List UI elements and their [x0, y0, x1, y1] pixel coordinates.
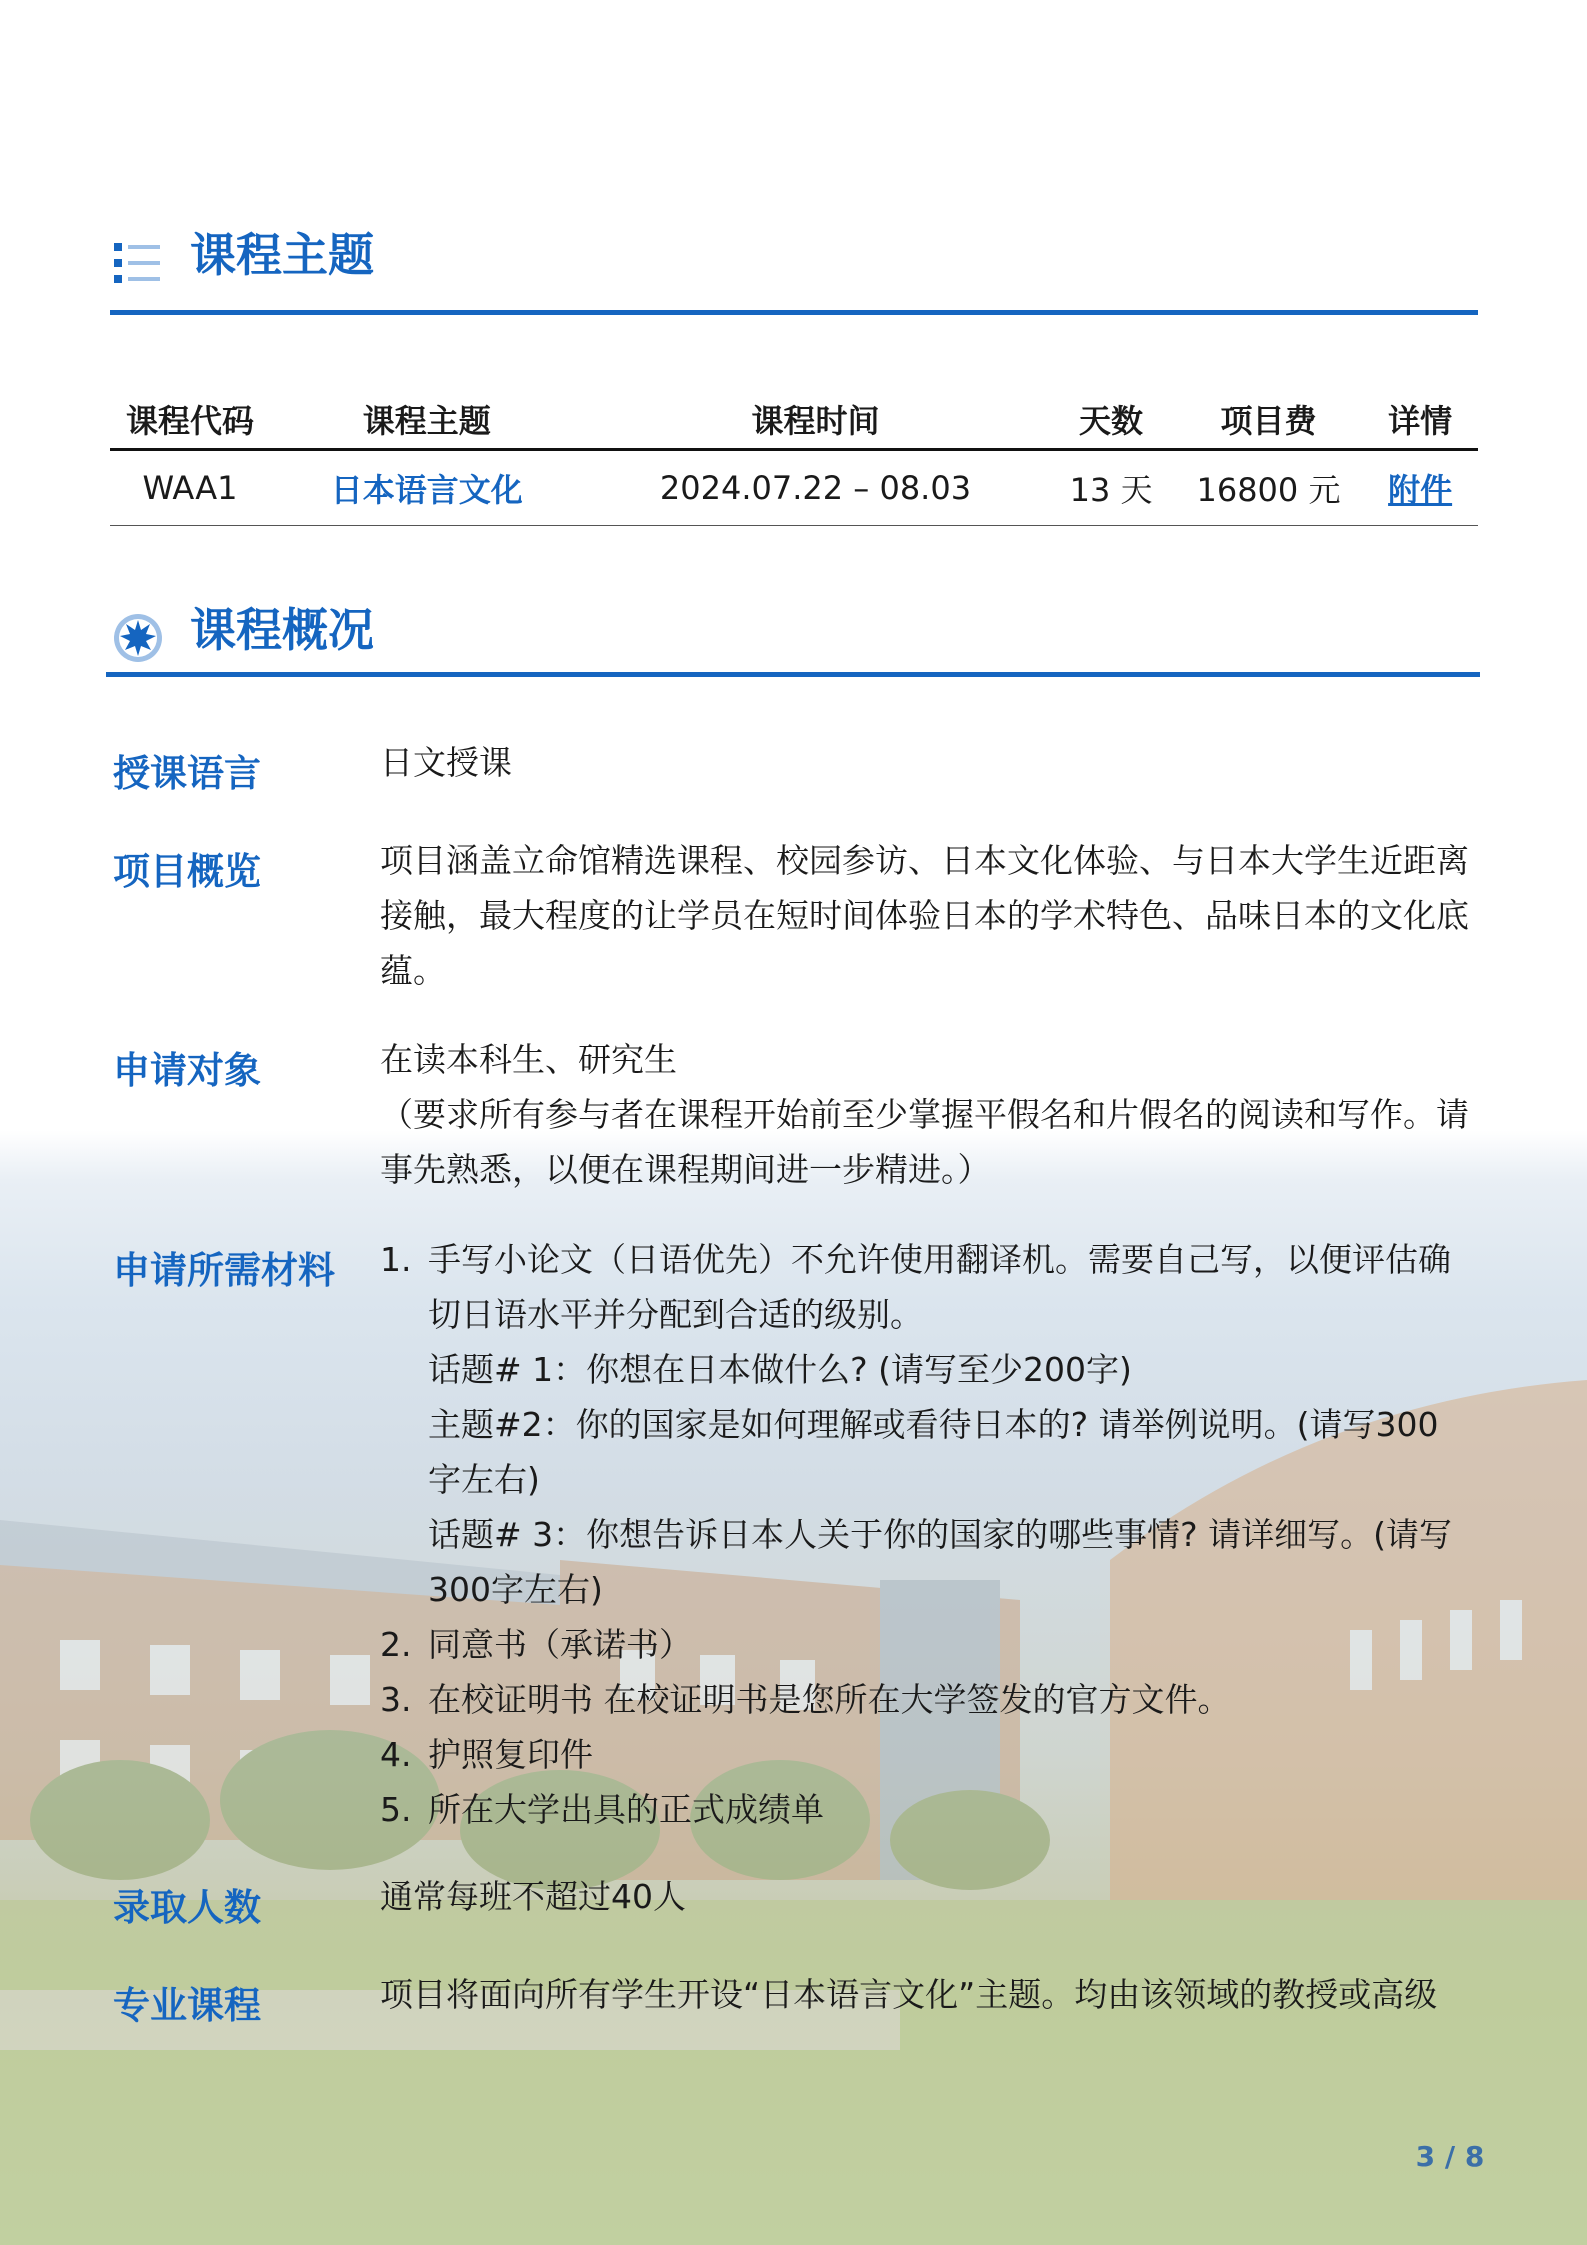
label-language: 授课语言 [113, 752, 261, 795]
header-code: 课程代码 [110, 380, 270, 450]
list-number: 5. [380, 1790, 412, 1829]
section-rule [110, 310, 1478, 315]
list-item [380, 1617, 1470, 1672]
page-number: 3 / 8 [1415, 2140, 1485, 2173]
text-target [380, 1032, 1470, 1197]
section-rule [106, 672, 1480, 677]
materials-list [380, 1232, 1470, 1837]
item-text: 同意书（承诺书） [428, 1625, 692, 1664]
label-materials: 申请所需材料 [113, 1249, 335, 1292]
section-title: 课程主题 [190, 228, 374, 282]
header-topic: 课程主题 [270, 380, 584, 450]
item-sub: 话题# 3：你想告诉日本人关于你的国家的哪些事情? 请详细写。(请写300字左右) [428, 1515, 1453, 1609]
label-courses: 专业课程 [113, 1984, 261, 2027]
table-header-row [110, 380, 1478, 450]
attachment-link[interactable]: 附件 [1362, 450, 1478, 526]
header-fee: 项目费 [1175, 380, 1363, 450]
list-number: 2. [380, 1625, 412, 1664]
text-language: 日文授课 [380, 743, 512, 782]
target-line-1: 在读本科生、研究生 [380, 1040, 677, 1079]
header-days: 天数 [1047, 380, 1174, 450]
item-sub: 话题# 1：你想在日本做什么? (请写至少200字) [428, 1350, 1132, 1389]
target-line-2: （要求所有参与者在课程开始前至少掌握平假名和片假名的阅读和写作。请事先熟悉，以便在课程期间进一步精进。） [380, 1095, 1469, 1189]
section-title: 课程概况 [190, 603, 374, 657]
label-enrollment: 录取人数 [113, 1886, 261, 1929]
cell-topic: 日本语言文化 [270, 450, 584, 526]
materials-list-container [380, 1232, 1470, 1837]
item-text: 所在大学出具的正式成绩单 [428, 1790, 824, 1829]
list-item [380, 1672, 1470, 1727]
list-number: 1. [380, 1240, 412, 1279]
text-courses: 项目将面向所有学生开设“日本语言文化”主题。均由该领域的教授或高级 [380, 1975, 1438, 2014]
table-row [110, 450, 1478, 526]
label-target: 申请对象 [113, 1049, 261, 1092]
item-text: 手写小论文（日语优先）不允许使用翻译机。需要自己写，以便评估确切日语水平并分配到合适的级别。 [428, 1240, 1451, 1334]
header-detail: 详情 [1362, 380, 1478, 450]
badge-icon [110, 608, 170, 668]
course-table [110, 380, 1478, 526]
text-summary: 项目涵盖立命馆精选课程、校园参访、日本文化体验、与日本大学生近距离接触，最大程度的让学员在短时间体验日本的学术特色、品味日本的文化底蕴。 [380, 841, 1469, 990]
list-item [380, 1232, 1470, 1617]
list-number: 4. [380, 1735, 412, 1774]
list-icon [110, 235, 170, 295]
label-summary: 项目概览 [113, 850, 261, 893]
item-text: 护照复印件 [428, 1735, 593, 1774]
list-item [380, 1727, 1470, 1782]
item-sub: 主题#2：你的国家是如何理解或看待日本的? 请举例说明。(请写300字左右) [428, 1405, 1439, 1499]
text-enrollment: 通常每班不超过40人 [380, 1877, 686, 1916]
list-item [380, 1782, 1470, 1837]
list-number: 3. [380, 1680, 412, 1719]
cell-time: 2024.07.22 – 08.03 [584, 450, 1048, 526]
header-time: 课程时间 [584, 380, 1048, 450]
cell-code: WAA1 [110, 450, 270, 526]
cell-days: 13 天 [1047, 450, 1174, 526]
cell-fee: 16800 元 [1175, 450, 1363, 526]
item-text: 在校证明书 在校证明书是您所在大学签发的官方文件。 [428, 1680, 1231, 1719]
